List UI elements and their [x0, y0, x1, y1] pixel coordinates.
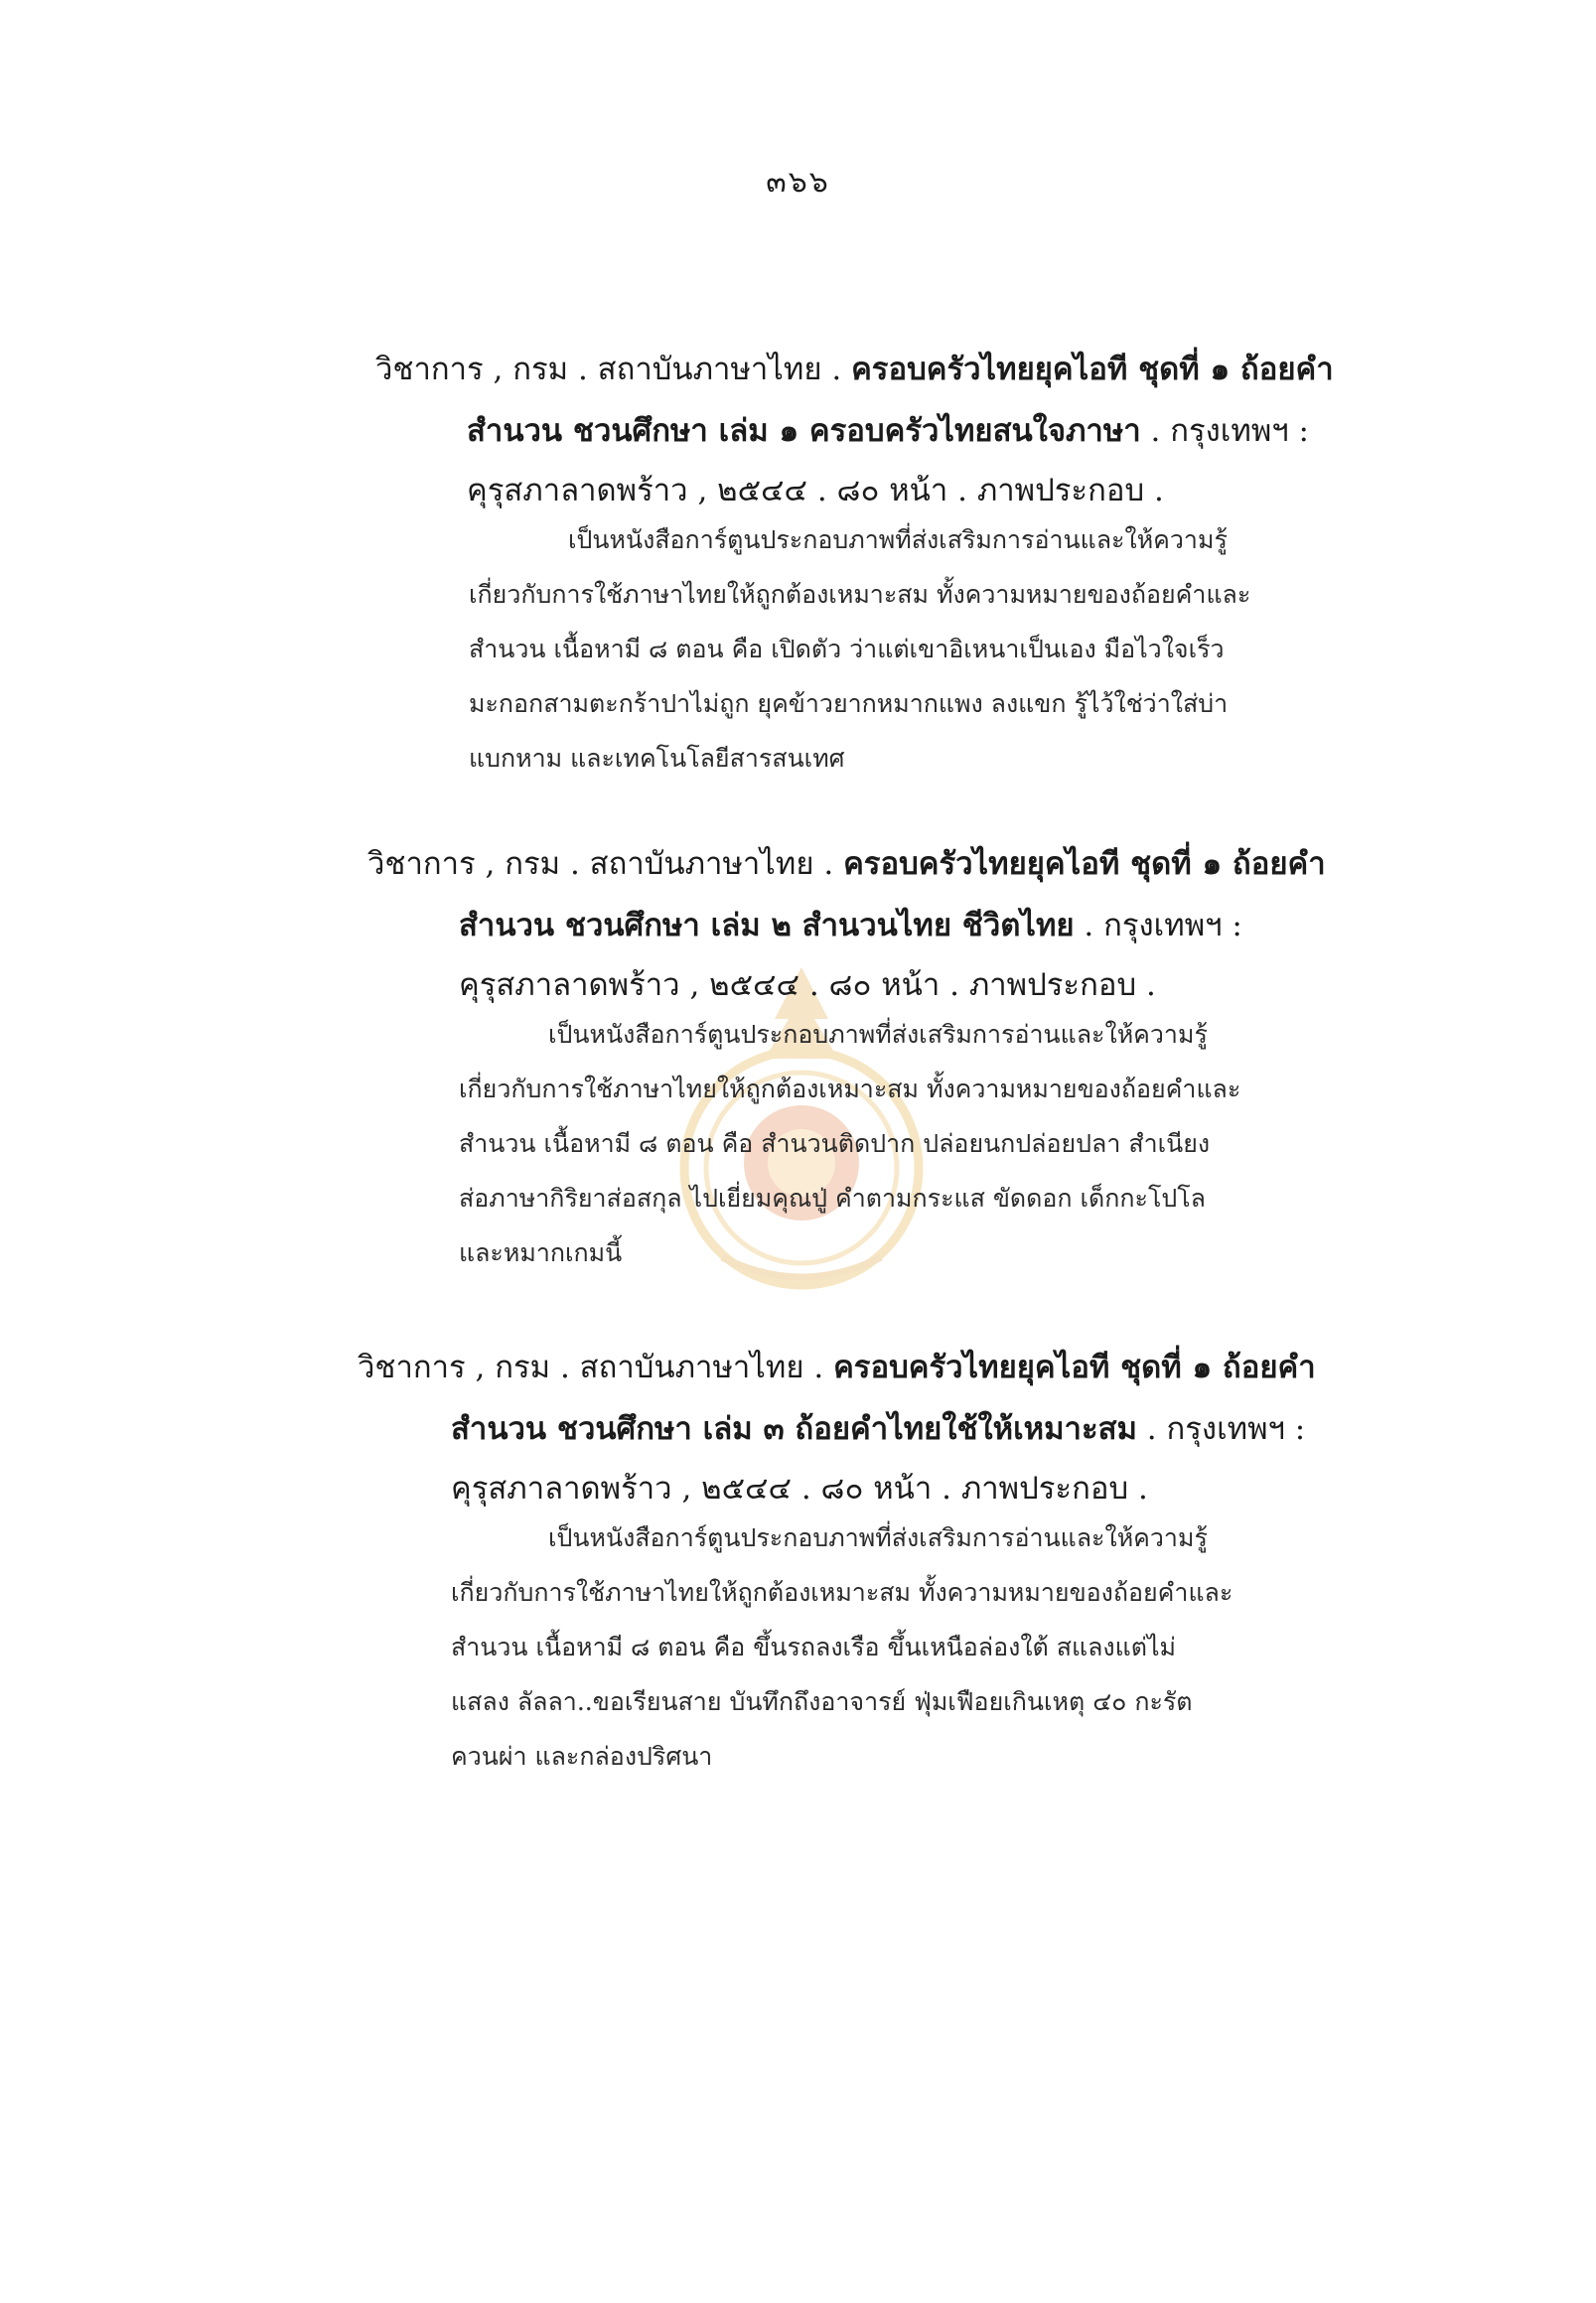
citation-text: . กรุงเทพฯ :	[1136, 1411, 1306, 1447]
citation-line	[367, 844, 1326, 884]
summary-line: เป็นหนังสือการ์ตูนประกอบภาพที่ส่งเสริมการอ่านและให้ความรู้	[548, 1020, 1208, 1049]
citation-text: . กรุงเทพฯ :	[1140, 413, 1309, 449]
page-number: ๓๖๖	[766, 165, 830, 200]
summary-line: เกี่ยวกับการใช้ภาษาไทยให้ถูกต้องเหมาะสม ทั้งความหมายของถ้อยคำและ	[469, 580, 1251, 609]
citation-title: สำนวน ชวนศึกษา เล่ม ๓ ถ้อยคำไทยใช้ให้เหมาะสม	[451, 1411, 1137, 1447]
summary-line: สำนวน เนื้อหามี ๘ ตอน คือ ขึ้นรถลงเรือ ขึ้นเหนือล่องใต้ สแลงแต่ไม่	[451, 1633, 1177, 1661]
summary-line: แบกหาม และเทคโนโลยีสารสนเทศ	[469, 744, 845, 773]
summary-line: เป็นหนังสือการ์ตูนประกอบภาพที่ส่งเสริมการอ่านและให้ความรู้	[548, 1523, 1208, 1552]
summary-line: และหมากเกมนี้	[459, 1238, 623, 1267]
citation-line	[451, 1469, 1148, 1509]
summary-line: สำนวน เนื้อหามี ๘ ตอน คือ เปิดตัว ว่าแต่เขาอิเหนาเป็นเอง มือไวใจเร็ว	[469, 635, 1225, 663]
citation-title: ครอบครัวไทยยุคไอที ชุดที่ ๑ ถ้อยคำ	[833, 1350, 1316, 1385]
summary-line: มะกอกสามตะกร้าปาไม่ถูก ยุคข้าวยากหมากแพง ลงแขก รู้ไว้ใช่ว่าใส่บ่า	[469, 689, 1229, 718]
citation-text: คุรุสภาลาดพร้าว , ๒๕๔๔ . ๘๐ หน้า . ภาพประกอบ .	[467, 473, 1164, 508]
citation-text: วิชาการ , กรม . สถาบันภาษาไทย .	[358, 1350, 834, 1385]
citation-line	[467, 411, 1309, 451]
citation-line	[358, 1348, 1316, 1387]
summary-line: สำนวน เนื้อหามี ๘ ตอน คือ สำนวนติดปาก ปล่อยนกปล่อยปลา สำเนียง	[459, 1129, 1211, 1158]
citation-title: ครอบครัวไทยยุคไอที ชุดที่ ๑ ถ้อยคำ	[843, 846, 1326, 882]
citation-line	[459, 965, 1156, 1005]
citation-text: คุรุสภาลาดพร้าว , ๒๕๔๔ . ๘๐ หน้า . ภาพประกอบ .	[459, 967, 1156, 1003]
summary-line: เกี่ยวกับการใช้ภาษาไทยให้ถูกต้องเหมาะสม ทั้งความหมายของถ้อยคำและ	[459, 1075, 1241, 1103]
summary-line: ควนผ่า และกล่องปริศนา	[451, 1742, 713, 1771]
citation-text: คุรุสภาลาดพร้าว , ๒๕๔๔ . ๘๐ หน้า . ภาพประกอบ .	[451, 1471, 1148, 1507]
citation-line	[467, 471, 1164, 510]
citation-title: สำนวน ชวนศึกษา เล่ม ๑ ครอบครัวไทยสนใจภาษา	[467, 413, 1141, 449]
summary-line: แสลง ลัลลา..ขอเรียนสาย บันทึกถึงอาจารย์ ฟุ่มเฟือยเกินเหตุ ๔๐ กะรัต	[451, 1687, 1193, 1716]
citation-text: . กรุงเทพฯ :	[1074, 908, 1242, 943]
citation-title: ครอบครัวไทยยุคไอที ชุดที่ ๑ ถ้อยคำ	[851, 352, 1334, 387]
citation-line	[459, 906, 1242, 945]
citation-title: สำนวน ชวนศึกษา เล่ม ๒ สำนวนไทย ชีวิตไทย	[459, 908, 1075, 943]
summary-line: เกี่ยวกับการใช้ภาษาไทยให้ถูกต้องเหมาะสม ทั้งความหมายของถ้อยคำและ	[451, 1578, 1233, 1607]
summary-line: เป็นหนังสือการ์ตูนประกอบภาพที่ส่งเสริมการอ่านและให้ความรู้	[568, 525, 1228, 554]
citation-line	[375, 350, 1334, 389]
summary-line: ส่อภาษากิริยาส่อสกุล ไปเยี่ยมคุณปู่ คำตามกระแส ขัดดอก เด็กกะโปโล	[459, 1184, 1207, 1213]
citation-text: วิชาการ , กรม . สถาบันภาษาไทย .	[367, 846, 844, 882]
citation-line	[451, 1409, 1305, 1449]
citation-text: วิชาการ , กรม . สถาบันภาษาไทย .	[375, 352, 852, 387]
